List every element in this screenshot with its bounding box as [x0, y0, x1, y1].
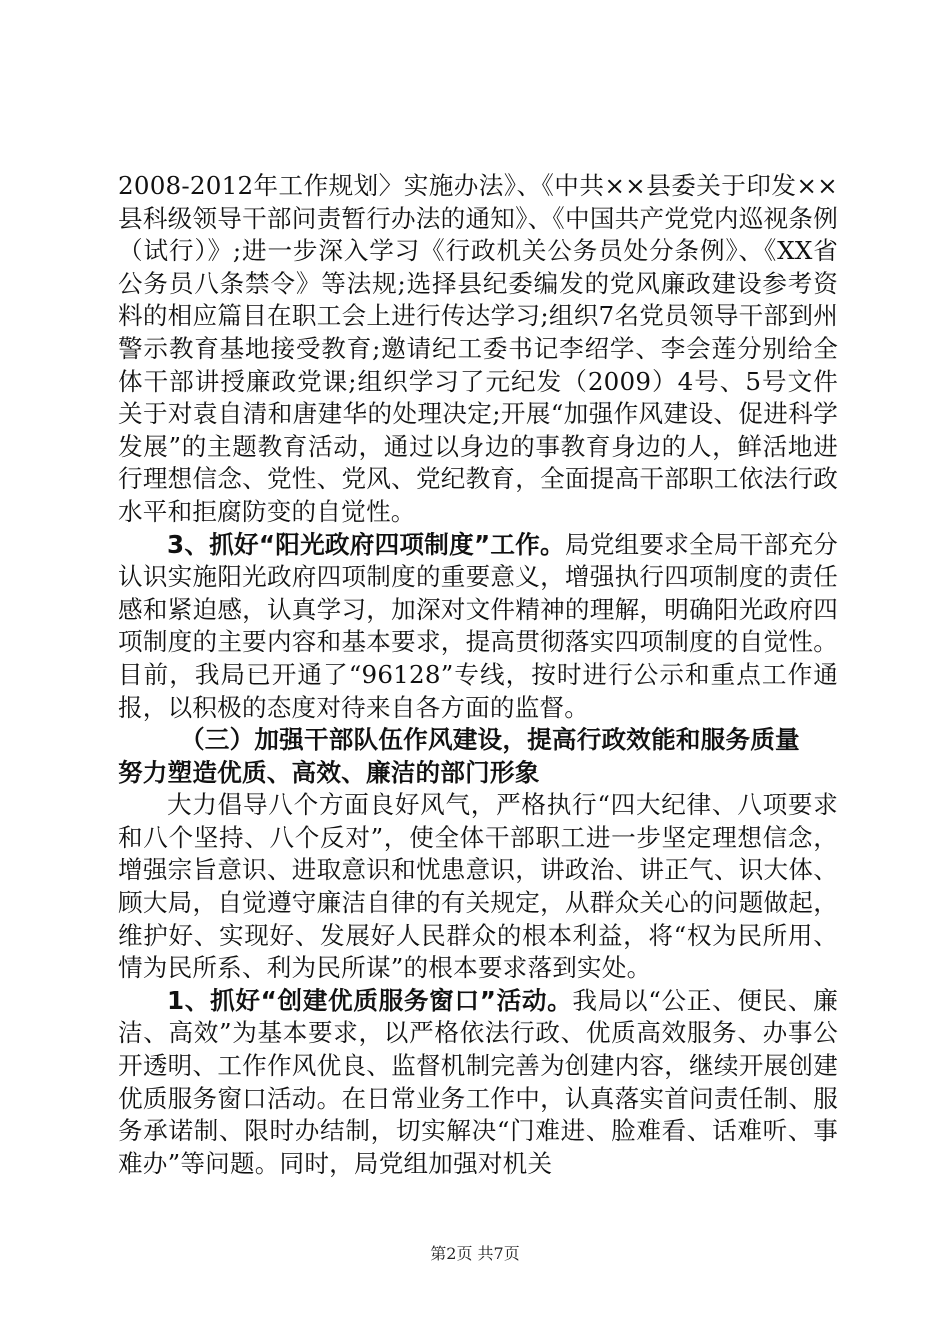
section-heading-line-1: （三）加强干部队伍作风建设，提高行政效能和服务质量 [180, 725, 800, 755]
paragraph-work-style: 大力倡导八个方面良好风气，严格执行“四大纪律、八项要求和八个坚持、八个反对”，使全体干部职工进一步坚定理想信念，增强宗旨意识、进取意识和忧患意识，讲政治、讲正气、识大体、顾大局，自觉遵守廉洁自律的有关规定，从群众关心的问题做起，维护好、实现好、发展好人民群众的根本利益，将“权为民所用、情为民所系、利为民所谋”的根本要求落到实处。 [118, 790, 838, 983]
paragraph-body-service-window: 我局以“公正、便民、廉洁、高效”为基本要求，以严格依法行政、优质高效服务、办事公开透明、工作作风优良、监督机制完善为创建内容，继续开展创建优质服务窗口活动。在日常业务工作中，认真落实首问责任制、服务承诺制、限时办结制，切实解决“门难进、脸难看、话难听、事难办”等问题。同时，局党组加强对机关 [118, 985, 838, 1178]
paragraph-service-window [118, 985, 838, 1181]
paragraph-sunshine-government [118, 529, 838, 725]
paragraph-body-sunshine: 局党组要求全局干部充分认识实施阳光政府四项制度的重要意义，增强执行四项制度的责任感和紧迫感，认真学习，加深对文件精神的理解，明确阳光政府四项制度的主要内容和基本要求，提高贯彻落实四项制度的自觉性。目前，我局已开通了“96128”专线，按时进行公示和重点工作通报，以积极的态度对待来自各方面的监督。 [118, 529, 839, 722]
document-body [118, 170, 838, 1180]
page-number-footer: 第2页 共7页 [430, 1244, 520, 1263]
paragraph-discipline-study: 2008-2012年工作规划〉实施办法》、《中共××县委关于印发××县科级领导干部问责暂行办法的通知》、《中国共产党党内巡视条例（试行）》;进一步深入学习《行政机关公务员处分条例》、《XX省公务员八条禁令》等法规;选择县纪委编发的党风廉政建设参考资料的相应篇目在职工会上进行传达学习;组织7名党员领导干部到州警示教育基地接受教育;邀请纪工委书记李绍学、李会莲分别给全体干部讲授廉政党课;组织学习了元纪发（2009）4号、5号文件关于对袁自清和唐建华的处理决定;开展“加强作风建设、促进科学发展”的主题教育活动，通过以身边的事教育身边的人，鲜活地进行理想信念、党性、党风、党纪教育，全面提高干部职工依法行政水平和拒腐防变的自觉性。 [118, 171, 838, 526]
section-heading-three [118, 724, 838, 789]
paragraph-lead-service-window: 1、抓好“创建优质服务窗口”活动。 [167, 985, 573, 1015]
paragraph-lead-sunshine: 3、抓好“阳光政府四项制度”工作。 [167, 529, 565, 559]
section-heading-line-2: 努力塑造优质、高效、廉洁的部门形象 [118, 757, 540, 787]
